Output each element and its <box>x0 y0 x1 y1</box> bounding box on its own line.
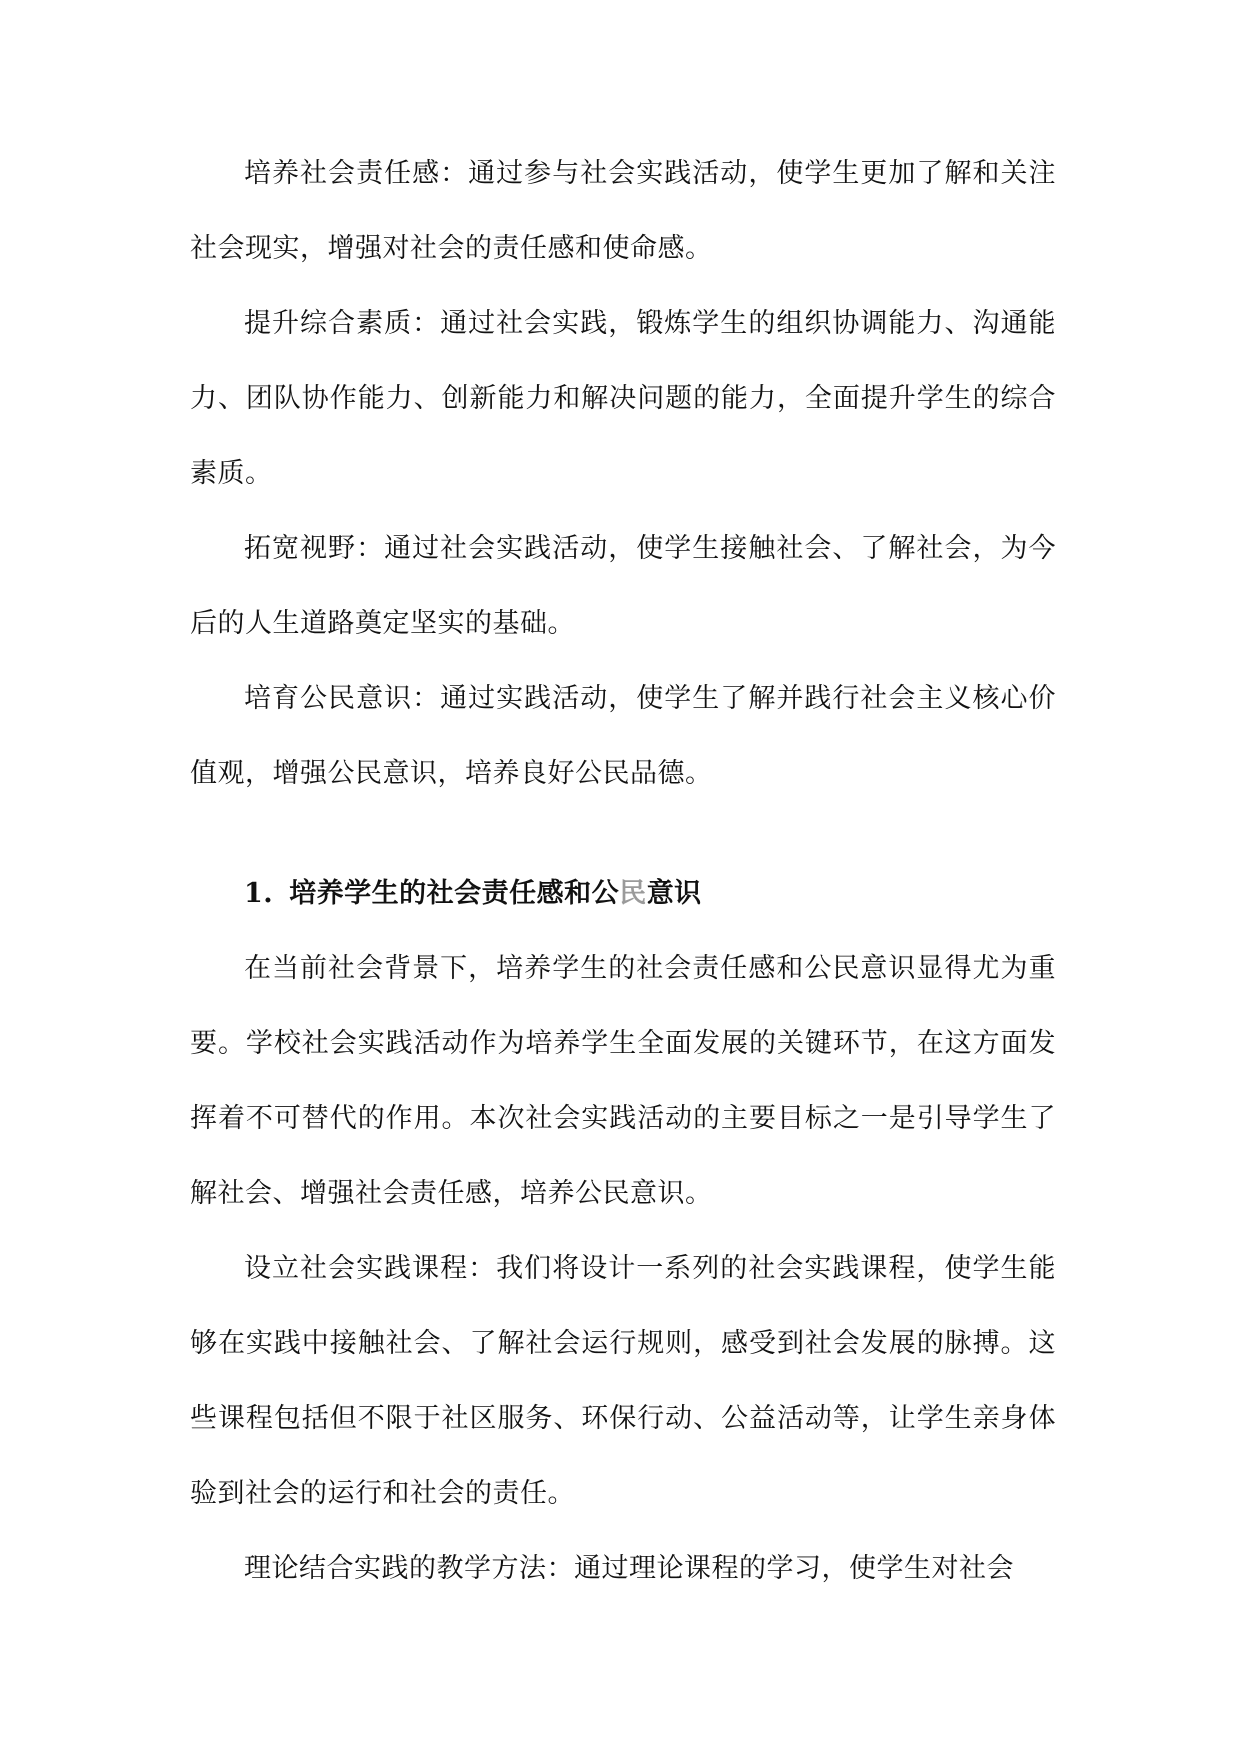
section-heading-text-part2: 意识 <box>646 878 702 909</box>
paragraph-background: 在当前社会背景下，培养学生的社会责任感和公民意识显得尤为重要。学校社会实践活动作为培养学生全面发展的关键环节，在这方面发挥着不可替代的作用。本次社会实践活动的主要目标之一是引导学生了解社会、增强社会责任感，培养公民意识。 <box>190 953 1056 1209</box>
paragraph-broaden-horizons: 拓宽视野：通过社会实践活动，使学生接触社会、了解社会，为今后的人生道路奠定坚实的基础。 <box>190 533 1056 639</box>
paragraph-practice-courses: 设立社会实践课程：我们将设计一系列的社会实践课程，使学生能够在实践中接触社会、了解社会运行规则，感受到社会发展的脉搏。这些课程包括但不限于社区服务、环保行动、公益活动等，让学生亲身体验到社会的运行和社会的责任。 <box>190 1253 1056 1509</box>
section-heading <box>190 856 1056 931</box>
section-heading-text-part1: 培养学生的社会责任感和公 <box>289 878 620 909</box>
section-heading-text-faint: 民 <box>619 878 647 909</box>
document-body <box>190 136 1056 1606</box>
paragraph-teaching-method: 理论结合实践的教学方法：通过理论课程的学习，使学生对社会 <box>244 1553 1014 1584</box>
paragraph-overall-quality: 提升综合素质：通过社会实践，锻炼学生的组织协调能力、沟通能力、团队协作能力、创新能力和解决问题的能力，全面提升学生的综合素质。 <box>190 308 1056 489</box>
paragraph-social-responsibility: 培养社会责任感：通过参与社会实践活动，使学生更加了解和关注社会现实，增强对社会的责任感和使命感。 <box>190 158 1056 264</box>
paragraph-civic-awareness: 培育公民意识：通过实践活动，使学生了解并践行社会主义核心价值观，增强公民意识，培养良好公民品德。 <box>190 683 1056 789</box>
section-heading-number: 1. <box>244 878 274 909</box>
